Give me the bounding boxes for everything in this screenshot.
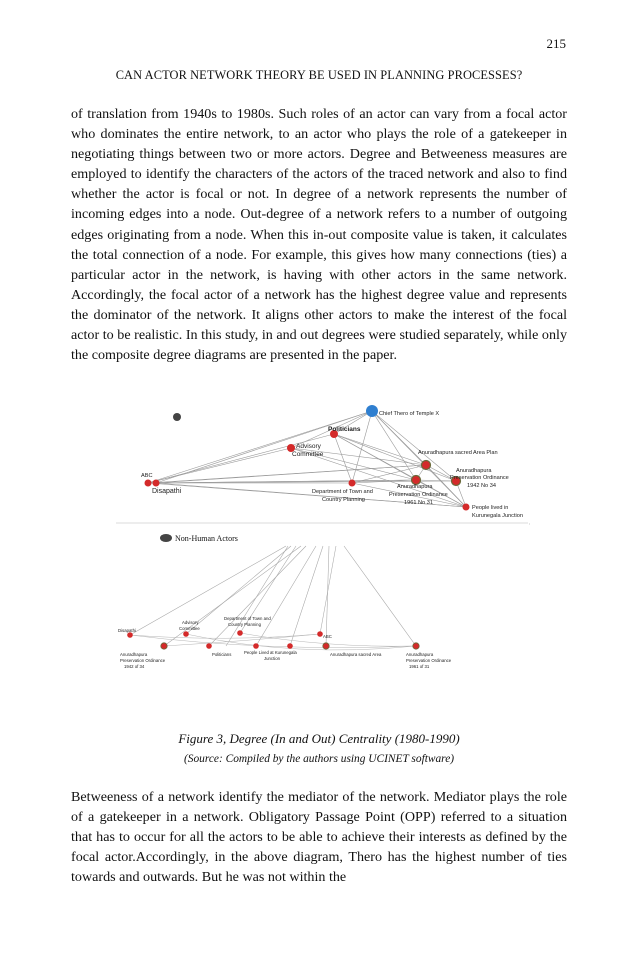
label-ordinance-31-2: Preservation Ordinance	[389, 492, 448, 498]
figure-caption: Figure 3, Degree (In and Out) Centrality (1980-1990)	[178, 731, 460, 746]
label-dept-1: Department of Town and	[312, 489, 373, 495]
bottom-label-people-2: Junction	[264, 656, 281, 661]
label-disapathi: Disapathi	[152, 488, 182, 495]
network-figure	[116, 396, 536, 696]
bottom-label-ord34-1: Anuradhapura	[120, 652, 148, 657]
bottom-label-sacred-area: Anuradhapura sacred Area	[330, 652, 382, 657]
bottom-node-extra	[287, 643, 293, 649]
node-abc	[145, 480, 152, 487]
node-plan	[422, 461, 431, 470]
label-politicians: Politicians	[328, 426, 361, 433]
label-ordinance-34-1: Anuradhapura	[456, 468, 492, 474]
bottom-node-dept	[237, 630, 243, 636]
bottom-label-advisory-1: Advisory	[182, 620, 199, 625]
bottom-label-ord31-1: Anuradhapura	[406, 652, 434, 657]
bottom-node-people	[253, 643, 259, 649]
node-chief-thero	[366, 405, 378, 417]
bottom-node-politicians	[206, 643, 212, 649]
bottom-node-sacred-area	[323, 643, 329, 649]
page-number: 215	[546, 36, 566, 51]
legend-non-human-label: Non-Human Actors	[175, 534, 238, 543]
bottom-node-abc	[317, 631, 323, 637]
bottom-label-disapathi: Disapathi	[118, 628, 136, 633]
bottom-label-ord34-2: Preservation Ordinance	[120, 658, 166, 663]
bottom-label-people-1: People Lived at Kurunegala	[244, 650, 297, 655]
label-advisory-2: Committee	[292, 451, 324, 458]
bottom-label-dept-1: Department of Town and	[224, 616, 271, 621]
bottom-label-ord34-3: 1942 of 34	[124, 664, 145, 669]
running-head: CAN ACTOR NETWORK THEORY BE USED IN PLANNING PROCESSES?	[115, 68, 523, 82]
bottom-label-advisory-2: Committee	[179, 626, 200, 631]
label-ordinance-34-2: Preservation Ordinance	[450, 475, 509, 481]
bottom-label-dept-2: Country Planning	[228, 622, 261, 627]
bottom-node-ord31	[413, 643, 419, 649]
bottom-network-edges	[130, 546, 416, 646]
node-people-kurunegala	[463, 504, 470, 511]
bottom-node-ord34	[161, 643, 167, 649]
label-advisory-1: Advisory	[296, 443, 321, 450]
label-ordinance-34-3: 1942 No 34	[467, 483, 496, 489]
bottom-label-ord31-2: Preservation Ordinance	[406, 658, 452, 663]
figure-source: (Source: Compiled by the authors using UCINET software)	[183, 753, 455, 765]
label-people-2: Kurunegala Junction	[472, 513, 524, 519]
label-ordinance-31-3: 1961 No 31	[404, 500, 433, 506]
bottom-label-ord31-3: 1961 of 31	[409, 664, 430, 669]
node-disapathi	[153, 480, 160, 487]
label-people-1: People lived in	[472, 505, 509, 511]
body-paragraph-1: of translation from 1940s to 1980s. Such roles of an actor can vary from a focal actor who dominates the entire network, to an actor who plays the role of a gatekeeper in negotiating things between two or more actors. Degree and Betweeness measures are employed to identify the characters of the actors of the traced network and also to find whether the actor is focal or not. In degree of a network represents the number of incoming edges into a node. Out-degree of a network refers to a number of outgoing edges originating from a node. When this in-out composite value is taken, it calculates the total connection of a node. For example, this gives how many connections (ties) a particular actor in the network, is having with other actors in the same network. Accordingly, the focal actor of a network has the highest degree value and represents the dominator of the network. It aligns other actors to make the interest of the focal actor to be realistic. In this study, in and out degrees were studied separately, while only the composite degree diagrams are presented in the paper.	[71, 106, 567, 364]
label-chief-thero: Chief Thero of Temple X	[379, 411, 440, 417]
label-dept-2: Country Planning	[322, 497, 365, 503]
label-plan: Anuradhapura sacred Area Plan	[418, 450, 498, 456]
bottom-label-abc: ABC	[323, 634, 332, 639]
label-abc: ABC	[141, 473, 153, 479]
tick-mark: '	[529, 524, 530, 529]
node-dept-town-planning	[349, 480, 356, 487]
non-human-node-isolated	[173, 413, 181, 421]
bottom-label-politicians: Politicians	[212, 652, 232, 657]
bottom-node-advisory	[183, 631, 189, 637]
network-diagram	[116, 396, 536, 696]
body-paragraph-2: Betweeness of a network identify the mediator of the network. Mediator plays the role of a gatekeeper in a network. Obligatory Passage Point (OPP) referred to a situation that has to occur for all the actors to be able to achieve their interests as defined by the focal actor.Accordingly, in the above diagram, Thero has the highest number of ties towards and outwards. But he was not within the	[71, 789, 567, 886]
legend-non-human-swatch	[160, 534, 172, 542]
bottom-node-disapathi	[127, 632, 133, 638]
label-ordinance-31-1: Anuradhapura	[397, 484, 433, 490]
